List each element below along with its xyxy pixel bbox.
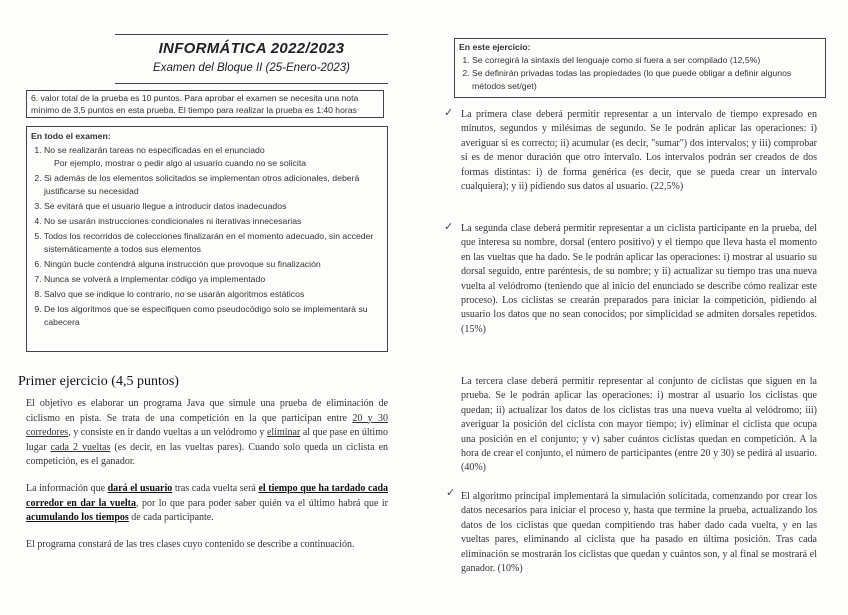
- rule-item: 4. No se usarán instrucciones condicionales ni iterativas innecesarias: [44, 215, 383, 228]
- class-description-2: La segunda clase deberá permitir representar a un ciclista participante en la prueba, del que interesa su nombre, dorsal (entero positivo) y el tiempo que lleva hasta el momento en las vueltas que ha dado. Se le podrán aplicar las operaciones: i) mostrar al usuario su dorsal seguido, entre paréntesis, de su nombre; y ii) actualizar su tiempo tras una nueva vuelta al velódromo (teniendo que al inicio del enunciado se describe cómo realizar este proceso). Los ciclistas se crearán preparados para iniciar la competición, pidiendo al usuario los datos que no sean conocidos; por simplicidad se admiten dorsales repetidos. (15%): [461, 223, 817, 335]
- class-description-3: La tercera clase deberá permitir representar al conjunto de ciclistas que siguen en la prueba. Se le podrán aplicar las operaciones: i) mostrar al usuario los ciclistas que quedan; ii) actualizar los datos de los ciclistas tras una nueva vuelta al velódromo; iii) averiguar la posición del ciclista con mayor tiempo; iv) eliminar el ciclista que ocupa una posición en el conjunto; y v) saber cuántos ciclistas quedan en competición. A la hora de crear el conjunto, el número de participantes (entre 20 y 30) se pedirá al usuario. (40%): [461, 376, 817, 474]
- intro-paragraph: El objetivo es elaborar un programa Java que simule una prueba de eliminación de ciclismo en pista. Se trata de una competición en la que participan entre 20 y 30 corredores, y consiste en ir dando vueltas a un velódromo y eliminar al que pase en último lugar cada 2 vueltas (es decir, en las vueltas pares). Cuando solo queda un ciclista en competición, es el ganador.: [26, 398, 389, 467]
- classes-intro-paragraph: El programa constará de las tres clases cuyo contenido se describe a continuación.: [26, 539, 355, 550]
- rule-item: 6. Ningún bucle contendrá alguna instrucción que provoque su finalización: [44, 258, 383, 271]
- rule-item: 8. Salvo que se indique lo contrario, no se usarán algoritmos estáticos: [44, 288, 383, 301]
- exercise-notes-heading: En este ejercicio:: [459, 42, 531, 52]
- input-paragraph: La información que dará el usuario tras cada vuelta será el tiempo que ha tardado cada corredor en dar la vuelta, por lo que para poder saber quién va el último habrá que ir acumulando los tiempos de cada participante.: [26, 483, 389, 523]
- rule-item: 2. Si además de los elementos solicitados se implementan otros adicionales, deberá justificarse su necesidad: [44, 172, 383, 198]
- score-note: 6. valor total de la prueba es 10 puntos. Para aprobar el examen se necesita una nota mínimo de 3,5 puntos en esta prueba. El tiempo para realizar la prueba es 1:40 horas: [26, 90, 384, 118]
- main-algorithm-description: El algoritmo principal implementará la simulación solicitada, comenzando por crear los datos necesarios para iniciar el proceso y, hasta que termine la prueba, actualizando los datos de los ciclistas que quedan compitiendo tras haber dado cada vuelta, y en las vueltas pares, eliminando al ciclista que ha pasado en última posición. Tras cada eliminación se mostrarán los ciclistas que quedan y cuántos son, y al final se mostrará el ganador. (10%): [461, 491, 817, 575]
- exercise-notes-box: [454, 38, 826, 98]
- class-description-1: La primera clase deberá permitir representar a un intervalo de tiempo expresado en minutos, segundos y milésimas de segundo. Se le podrán aplicar las operaciones: i) averiguar si es correcto; ii) acumular (es decir, "sumar") dos intervalos; y iii) comprobar si es de menor duración que otro intervalo. Los intervalos podrán ser creados de dos formas distintas: i) de forma genérica (es decir, que se pueda crear un intervalo cualquiera); y ii) pidiendo sus datos al usuario. (22,5%): [461, 109, 817, 193]
- exam-title-block: [115, 34, 388, 84]
- exam-title: INFORMÁTICA 2022/2023: [158, 40, 345, 57]
- general-rules-box: [26, 126, 388, 352]
- exam-subtitle: Examen del Bloque II (25-Enero-2023): [153, 62, 350, 74]
- rule-subnote: Por ejemplo, mostrar o pedir algo al usuario cuando no se solicita: [54, 158, 307, 168]
- rule-item: 1. No se realizarán tareas no especificadas en el enunciado Por ejemplo, mostrar o pedir algo al usuario cuando no se solicita: [44, 144, 383, 170]
- rule-item: 5. Todos los recorridos de colecciones finalizarán en el momento adecuado, sin acceder sistemáticamente a todos sus elementos: [44, 230, 383, 256]
- section-title: Primer ejercicio (4,5 puntos): [18, 374, 179, 389]
- rules-list: [31, 144, 383, 329]
- checkmark-icon: ✓: [446, 486, 456, 499]
- rules-heading: En todo el examen:: [31, 131, 111, 141]
- rule-item: 9. De los algoritmos que se especifiquen como pseudocódigo solo se implementará su cabecera: [44, 303, 383, 329]
- exercise-note-item: 1. Se corregirá la sintaxis del lenguaje como si fuera a ser compilado (12,5%): [472, 54, 821, 67]
- checkmark-icon: ✓: [444, 106, 454, 119]
- rule-item: 7. Nunca se volverá a implementar código ya implementado: [44, 273, 383, 286]
- exercise-notes-list: [459, 54, 821, 93]
- rule-item: 3. Se evitará que el usuario llegue a introducir datos inadecuados: [44, 200, 383, 213]
- exercise-note-item: 2. Se definirán privadas todas las propiedades (lo que puede obligar a definir algunos métodos set/get): [472, 67, 821, 93]
- checkmark-icon: ✓: [444, 220, 454, 233]
